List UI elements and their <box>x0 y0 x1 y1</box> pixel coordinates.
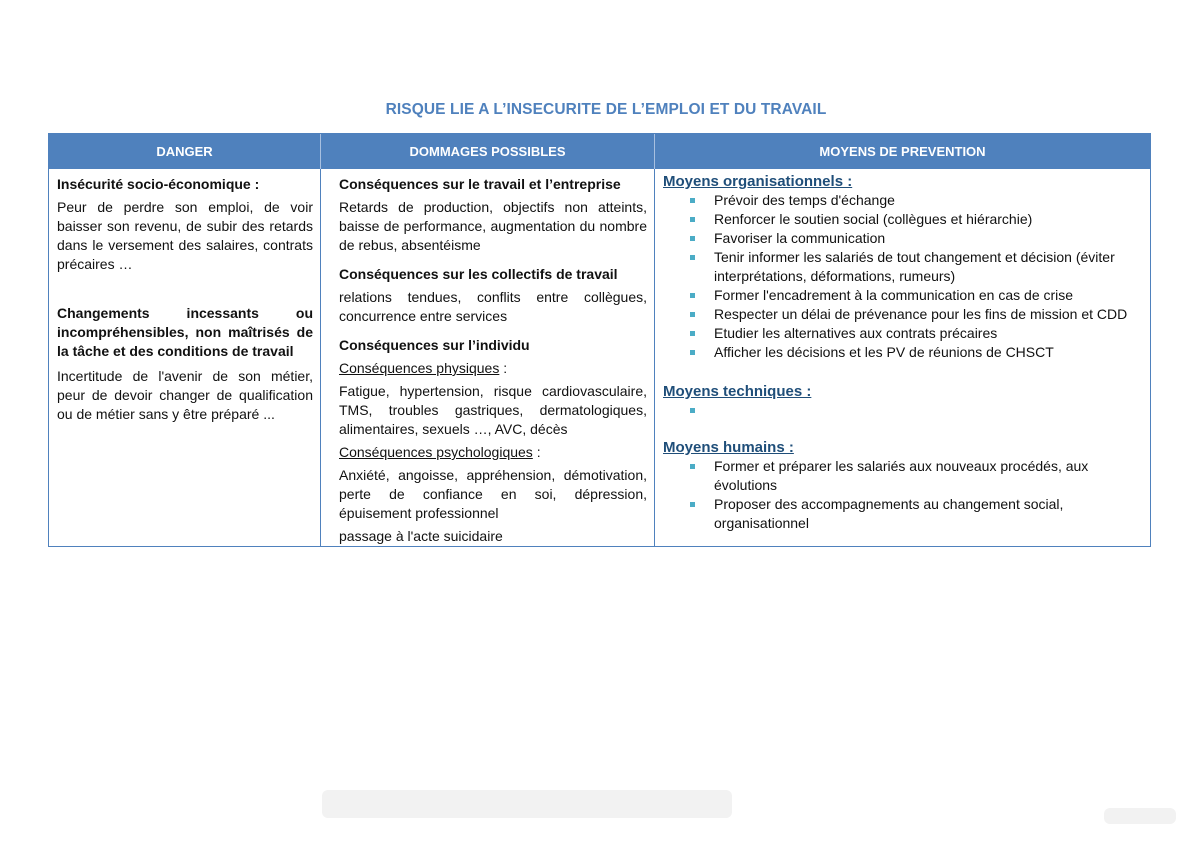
danger-text-changements: Incertitude de l'avenir de son métier, peur de devoir changer de qualification ou de métier sans y être préparé ... <box>57 368 313 422</box>
list-item-text: Proposer des accompagnements au changement social, organisationnel <box>714 496 1064 531</box>
physiques-label: Conséquences physiques <box>339 360 500 376</box>
dommages-text-psychologiques: Anxiété, angoisse, appréhension, démotivation, perte de confiance en soi, dépression, épuisement professionnel <box>339 467 647 521</box>
danger-text-insecurite: Peur de perdre son emploi, de voir baisser son revenu, de subir des retards dans le versement des salaires, contrats précaires … <box>57 199 313 272</box>
dommages-text-physiques: Fatigue, hypertension, risque cardiovasculaire, TMS, troubles gastriques, dermatologiques, alimentaires, sexuels …, AVC, décès <box>339 383 647 437</box>
list-item <box>714 401 1140 420</box>
scan-artifact <box>1104 808 1176 824</box>
list-item-text: Etudier les alternatives aux contrats précaires <box>714 325 998 341</box>
bullet-square-icon <box>690 331 695 336</box>
list-organisationnels <box>663 191 1140 362</box>
bullet-square-icon <box>690 312 695 317</box>
bullet-square-icon <box>690 255 695 260</box>
danger-heading-changements-line1: Changements incessants ou <box>57 305 313 321</box>
danger-heading-insecurite: Insécurité socio-économique : <box>57 176 260 192</box>
header-dommages: DOMMAGES POSSIBLES <box>321 134 655 169</box>
list-item <box>714 191 1140 210</box>
physiques-colon: : <box>499 360 508 376</box>
list-humains <box>663 457 1140 533</box>
prevention-cell <box>655 169 1150 546</box>
dommages-cell <box>321 169 655 546</box>
bullet-square-icon <box>690 293 695 298</box>
dommages-text-collectifs: relations tendues, conflits entre collègues, concurrence entre services <box>339 289 647 324</box>
danger-heading-changements <box>57 304 313 361</box>
dommages-heading-entreprise: Conséquences sur le travail et l’entreprise <box>339 176 621 192</box>
bullet-square-icon <box>690 217 695 222</box>
dommages-subheading-psychologiques <box>339 443 647 462</box>
bullet-square-icon <box>690 350 695 355</box>
bullet-square-icon <box>690 464 695 469</box>
danger-cell <box>49 169 321 546</box>
scan-artifact <box>322 790 732 818</box>
list-item <box>714 343 1140 362</box>
list-item-text: Former l'encadrement à la communication en cas de crise <box>714 287 1074 303</box>
dommages-heading-individu: Conséquences sur l’individu <box>339 337 530 353</box>
list-item <box>714 229 1140 248</box>
prevention-heading-techniques: Moyens techniques : <box>663 383 812 400</box>
list-item <box>714 305 1140 324</box>
list-item <box>714 210 1140 229</box>
risk-table <box>48 133 1151 547</box>
list-techniques <box>663 401 1140 420</box>
list-item <box>714 324 1140 343</box>
list-item <box>714 248 1140 286</box>
list-item-text: Respecter un délai de prévenance pour les fins de mission et CDD <box>714 306 1128 322</box>
bullet-square-icon <box>690 236 695 241</box>
list-item-text: Tenir informer les salariés de tout changement et décision (éviter interprétations, déformations, rumeurs) <box>714 249 1115 284</box>
dommages-text-entreprise: Retards de production, objectifs non atteints, baisse de performance, augmentation du nombre de rebus, absentéisme <box>339 199 647 253</box>
psychologiques-colon: : <box>532 444 541 460</box>
header-prevention: MOYENS DE PREVENTION <box>819 144 986 159</box>
list-item-text: Renforcer le soutien social (collègues et hiérarchie) <box>714 211 1033 227</box>
bullet-square-icon <box>690 408 695 413</box>
dommages-text-suicide: passage à l'acte suicidaire <box>339 528 503 544</box>
list-item-text: Former et préparer les salariés aux nouveaux procédés, aux évolutions <box>714 458 1089 493</box>
list-item <box>714 286 1140 305</box>
dommages-subheading-physiques <box>339 359 647 378</box>
list-item <box>714 495 1140 533</box>
list-item-text: Favoriser la communication <box>714 230 886 246</box>
prevention-heading-humains: Moyens humains : <box>663 439 794 456</box>
dommages-heading-collectifs: Conséquences sur les collectifs de travail <box>339 266 618 282</box>
bullet-square-icon <box>690 198 695 203</box>
bullet-square-icon <box>690 502 695 507</box>
prevention-heading-organisationnels: Moyens organisationnels : <box>663 173 853 190</box>
table-header-row <box>49 134 1150 169</box>
danger-heading-changements-rest: incompréhensibles, non maîtrisés de la tâche et des conditions de travail <box>57 324 313 359</box>
document-title: RISQUE LIE A L’INSECURITE DE L’EMPLOI ET DU TRAVAIL <box>385 101 827 118</box>
list-item-text: Prévoir des temps d'échange <box>714 192 895 208</box>
list-item <box>714 457 1140 495</box>
header-danger: DANGER <box>49 134 321 169</box>
psychologiques-label: Conséquences psychologiques <box>339 444 533 460</box>
list-item-text: Afficher les décisions et les PV de réunions de CHSCT <box>714 344 1054 360</box>
